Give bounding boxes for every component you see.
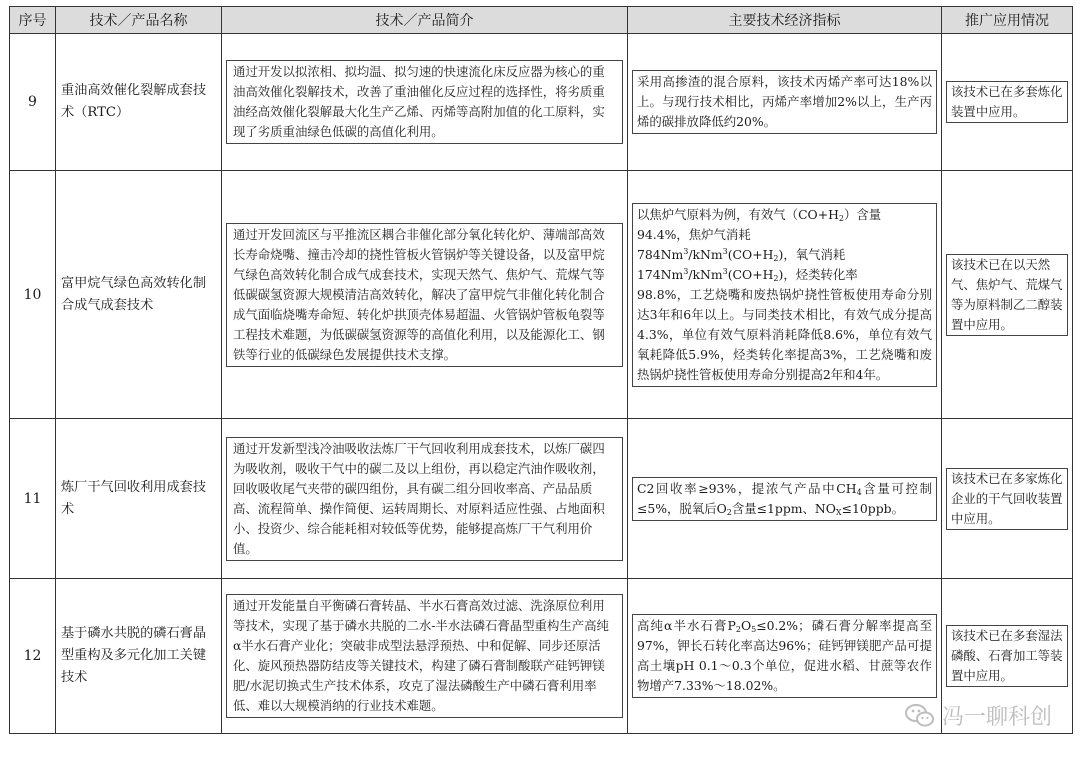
row-application: 该技术已在以天然气、焦炉气、荒煤气等为原料制乙二醇装置中应用。 xyxy=(946,254,1068,336)
row-indicators: 采用高掺渣的混合原料，该技术丙烯产率可达18%以上。与现行技术相比，丙烯产率增加2%以上，生产丙烯的碳排放降低约20%。 xyxy=(632,70,937,134)
watermark-text: 冯一聊科创 xyxy=(941,705,1052,730)
header-application: 推广应用情况 xyxy=(942,7,1073,34)
row-intro: 通过开发以拟浓相、拟均温、拟匀速的快速流化床反应器为核心的重油高效催化裂解技术，改善了重油催化反应过程的选择性，将劣质重油经高效催化裂解最大化生产乙烯、丙烯等高附加值的化工原料，实现了劣质重油绿色低碳的高值化利用。 xyxy=(226,60,623,144)
header-name: 技术／产品名称 xyxy=(56,7,222,34)
row-application: 该技术已在多家炼化企业的干气回收装置中应用。 xyxy=(946,468,1068,530)
row-seq: 12 xyxy=(10,579,56,734)
row-seq: 11 xyxy=(10,419,56,579)
row-indicators: C2回收率≥93%，提浓气产品中$CH_4$含量可控制≤5%，脱氧后$O_2$含量≤1ppm、$NO_X\le 10ppb$。 xyxy=(632,477,937,521)
row-seq: 9 xyxy=(10,34,56,171)
row-name: 重油高效催化裂解成套技术（RTC） xyxy=(56,34,222,171)
table-row xyxy=(10,419,1073,579)
row-name: 炼厂干气回收利用成套技术 xyxy=(56,419,222,579)
wechat-icon xyxy=(904,702,936,730)
row-name: 基于磷水共脱的磷石膏晶型重构及多元化加工关键技术 xyxy=(56,579,222,734)
row-intro: 通过开发能量自平衡磷石膏转晶、半水石膏高效过滤、洗涤原位利用等技术，实现了基于磷水共脱的二水-半水法磷石膏晶型重构生产高纯α半水石膏产业化；突破非成型法悬浮预热、中和促解、同步还原活化、旋风预热器防结皮等关键技术，构建了磷石膏制酸联产硅钙钾镁肥/水泥切换式生产技术体系，攻克了湿法磷酸生产中磷石膏利用率低、难以大规模消纳的行业技术难题。 xyxy=(226,594,623,718)
table-header-row xyxy=(10,7,1073,34)
row-intro: 通过开发新型浅冷油吸收法炼厂干气回收利用成套技术，以炼厂碳四为吸收剂，吸收干气中的碳二及以上组份，再以稳定汽油作吸收剂，回收吸收尾气夹带的碳四组份，具有碳二组分回收率高、产品品质高、流程简单、操作简便、运转周期长、对原料适应性强、占地面积小、投资少、综合能耗相对较低等优势，能够提高炼厂干气利用价值。 xyxy=(226,437,623,561)
header-indicators: 主要技术经济指标 xyxy=(628,7,942,34)
table-row xyxy=(10,171,1073,419)
header-seq: 序号 xyxy=(10,7,56,34)
table-row xyxy=(10,34,1073,171)
technology-table xyxy=(9,6,1073,734)
header-intro: 技术／产品简介 xyxy=(222,7,628,34)
watermark xyxy=(904,700,1052,731)
row-seq: 10 xyxy=(10,171,56,419)
row-indicators: 以焦炉气原料为例，有效气$(CO+H_2)$含量 94.4%，焦炉气消耗 $784Nm^3/kNm^3(CO+H_2)$，氧气消耗 $174Nm^3/kNm^3(CO+H_2)$，烃类转化率 98.8%，工艺烧嘴和废热锅炉挠性管板使用寿命分别达3年和6年以上。与同类技术相比，有效气成分提高4.3%，单位有效气原料消耗降低8.6%，单位有效气氧耗降低5.9%，烃类转化率提高3%，工艺烧嘴和废热锅炉挠性管板使用寿命分别提高2年和4年。 xyxy=(632,203,937,387)
row-intro: 通过开发回流区与平推流区耦合非催化部分氧化转化炉、薄端部高效长寿命烧嘴、撞击冷却的挠性管板火管锅炉等关键设备，以及富甲烷气绿色高效转化制合成气成套技术，实现天然气、焦炉气、荒煤气等低碳碳氢资源大规模清洁高效转化，解决了富甲烷气非催化转化制合成气面临烧嘴寿命短、转化炉拱顶壳体易超温、火管锅炉管板龟裂等工程技术难题，为低碳碳氢资源等的高值化利用，以及能源化工、钢铁等行业的低碳绿色发展提供技术支撑。 xyxy=(226,223,623,367)
row-indicators: 高纯α半水石膏$P_2O_5\le 0.2\%$；磷石膏分解率提高至97%，钾长石转化率高达96%；硅钙钾镁肥产品可提高土壤pH 0.1～0.3个单位，促进水稻、甘蔗等农作物增产7.33%～18.02%。 xyxy=(632,614,937,698)
row-name: 富甲烷气绿色高效转化制合成气成套技术 xyxy=(56,171,222,419)
row-application: 该技术已在多套湿法磷酸、石膏加工等装置中应用。 xyxy=(946,625,1068,687)
row-application: 该技术已在多套炼化装置中应用。 xyxy=(946,81,1068,123)
